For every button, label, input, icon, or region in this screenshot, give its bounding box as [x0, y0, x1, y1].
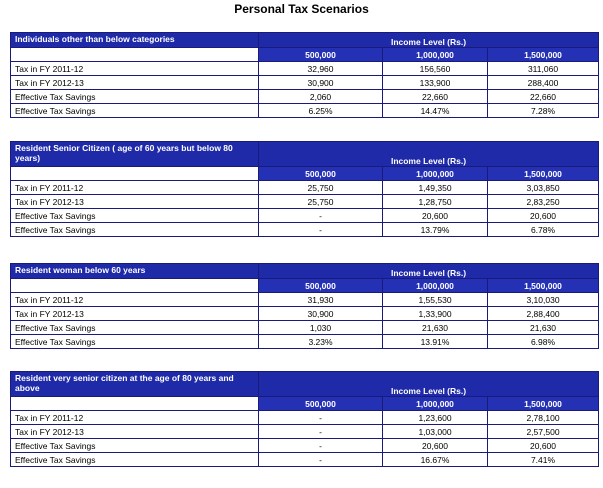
cell-value: 1,03,000 [383, 425, 488, 439]
cell-value: 3,03,850 [488, 181, 599, 195]
table-row [11, 453, 599, 467]
cell-value: 1,49,350 [383, 181, 488, 195]
income-levels-row [11, 167, 599, 181]
table-row [11, 209, 599, 223]
row-label: Effective Tax Savings [11, 90, 259, 104]
income-level: 1,000,000 [383, 167, 488, 181]
cell-value: 20,600 [383, 209, 488, 223]
cell-value: 3,10,030 [488, 293, 599, 307]
cell-value: 6.98% [488, 335, 599, 349]
income-level: 1,500,000 [488, 397, 599, 411]
table-row [11, 104, 599, 118]
income-levels-row [11, 48, 599, 62]
tax-table-very-senior-citizen [10, 371, 599, 467]
income-levels-row [11, 397, 599, 411]
cell-value: 32,960 [259, 62, 383, 76]
cell-value: 1,28,750 [383, 195, 488, 209]
cell-value: 21,630 [383, 321, 488, 335]
blank-cell [11, 397, 259, 411]
income-level-label: Income Level (Rs.) [259, 33, 599, 48]
tax-table-individuals [10, 32, 599, 118]
row-label: Effective Tax Savings [11, 209, 259, 223]
cell-value: - [259, 425, 383, 439]
blank-cell [11, 167, 259, 181]
cell-value: 6.25% [259, 104, 383, 118]
cell-value: 13.91% [383, 335, 488, 349]
section-header [11, 372, 599, 397]
income-level: 1,500,000 [488, 48, 599, 62]
tax-table-woman [10, 263, 599, 349]
cell-value: 25,750 [259, 195, 383, 209]
cell-value: 20,600 [383, 439, 488, 453]
cell-value: 31,930 [259, 293, 383, 307]
cell-value: - [259, 411, 383, 425]
cell-value: 14.47% [383, 104, 488, 118]
section-heading: Individuals other than below categories [11, 33, 259, 48]
row-label: Tax in FY 2011-12 [11, 62, 259, 76]
income-level: 1,500,000 [488, 167, 599, 181]
row-label: Tax in FY 2011-12 [11, 411, 259, 425]
cell-value: 25,750 [259, 181, 383, 195]
table-row [11, 223, 599, 237]
cell-value: 3.23% [259, 335, 383, 349]
cell-value: 20,600 [488, 439, 599, 453]
table-row [11, 307, 599, 321]
income-level: 500,000 [259, 48, 383, 62]
cell-value: 6.78% [488, 223, 599, 237]
table-row [11, 181, 599, 195]
cell-value: 7.41% [488, 453, 599, 467]
table-row [11, 425, 599, 439]
income-level-label: Income Level (Rs.) [259, 372, 599, 397]
cell-value: 2,78,100 [488, 411, 599, 425]
table-row [11, 195, 599, 209]
row-label: Effective Tax Savings [11, 439, 259, 453]
row-label: Tax in FY 2012-13 [11, 425, 259, 439]
income-level: 1,000,000 [383, 397, 488, 411]
cell-value: 2,83,250 [488, 195, 599, 209]
cell-value: 20,600 [488, 209, 599, 223]
row-label: Tax in FY 2011-12 [11, 181, 259, 195]
cell-value: 7.28% [488, 104, 599, 118]
cell-value: 156,560 [383, 62, 488, 76]
income-level-label: Income Level (Rs.) [259, 142, 599, 167]
income-level: 1,000,000 [383, 48, 488, 62]
cell-value: 2,060 [259, 90, 383, 104]
table-row [11, 90, 599, 104]
income-level: 500,000 [259, 397, 383, 411]
cell-value: - [259, 209, 383, 223]
table-row [11, 439, 599, 453]
section-header [11, 264, 599, 279]
cell-value: 1,55,530 [383, 293, 488, 307]
cell-value: 2,88,400 [488, 307, 599, 321]
income-level: 1,500,000 [488, 279, 599, 293]
income-level: 500,000 [259, 279, 383, 293]
section-heading: Resident woman below 60 years [11, 264, 259, 279]
table-row [11, 411, 599, 425]
cell-value: 22,660 [383, 90, 488, 104]
income-level: 1,000,000 [383, 279, 488, 293]
cell-value: 311,060 [488, 62, 599, 76]
table-row [11, 293, 599, 307]
tax-table-senior-citizen [10, 141, 599, 237]
section-header [11, 142, 599, 167]
cell-value: 21,630 [488, 321, 599, 335]
row-label: Tax in FY 2012-13 [11, 307, 259, 321]
table-row [11, 335, 599, 349]
cell-value: 22,660 [488, 90, 599, 104]
row-label: Effective Tax Savings [11, 104, 259, 118]
row-label: Tax in FY 2012-13 [11, 76, 259, 90]
row-label: Effective Tax Savings [11, 453, 259, 467]
section-header [11, 33, 599, 48]
page-title: Personal Tax Scenarios [234, 2, 369, 16]
blank-cell [11, 48, 259, 62]
row-label: Effective Tax Savings [11, 321, 259, 335]
section-heading: Resident Senior Citizen ( age of 60 years but below 80 years) [11, 142, 259, 167]
row-label: Tax in FY 2011-12 [11, 293, 259, 307]
cell-value: 288,400 [488, 76, 599, 90]
section-heading: Resident very senior citizen at the age of 80 years and above [11, 372, 259, 397]
income-level: 500,000 [259, 167, 383, 181]
row-label: Effective Tax Savings [11, 335, 259, 349]
cell-value: 13.79% [383, 223, 488, 237]
blank-cell [11, 279, 259, 293]
row-label: Tax in FY 2012-13 [11, 195, 259, 209]
cell-value: 1,33,900 [383, 307, 488, 321]
cell-value: 30,900 [259, 76, 383, 90]
cell-value: - [259, 439, 383, 453]
cell-value: 1,030 [259, 321, 383, 335]
cell-value: 16.67% [383, 453, 488, 467]
cell-value: 1,23,600 [383, 411, 488, 425]
cell-value: 30,900 [259, 307, 383, 321]
cell-value: - [259, 223, 383, 237]
table-row [11, 76, 599, 90]
cell-value: - [259, 453, 383, 467]
income-levels-row [11, 279, 599, 293]
row-label: Effective Tax Savings [11, 223, 259, 237]
table-row [11, 62, 599, 76]
income-level-label: Income Level (Rs.) [259, 264, 599, 279]
table-row [11, 321, 599, 335]
cell-value: 133,900 [383, 76, 488, 90]
cell-value: 2,57,500 [488, 425, 599, 439]
